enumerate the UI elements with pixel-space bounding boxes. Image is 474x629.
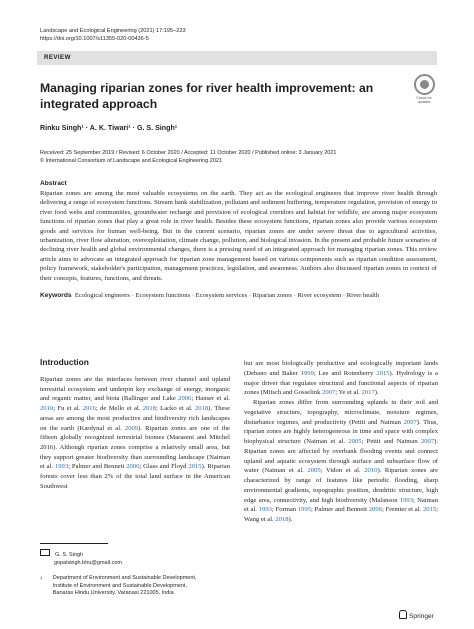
body-text: ; de Mello et al. — [95, 405, 143, 413]
body-text: but are most biologically productive and ecologically important lands (Debano and Baker — [244, 360, 438, 377]
body-text: ). — [288, 516, 293, 523]
body-text: ). Riparian zones are one of the fifteen globally recognized terrestrial biomes (Maraseni and Mitchel 2016). Although riparian zones comprise a relatively small area, but they support greater biodiversity than surrounding landscape (Naiman et al. — [40, 424, 230, 471]
crossmark-badge[interactable] — [409, 74, 439, 105]
doi-link[interactable]: https://doi.org/10.1007/s11355-020-00436-5 — [40, 36, 149, 42]
journal-header — [40, 27, 186, 43]
corresponding-author — [40, 549, 122, 567]
body-text: ; Naiman et al. — [244, 496, 438, 514]
citation-link[interactable]: 2007 — [420, 438, 435, 445]
body-text: ). Riparian forests cover less than 2% of the total land surface in the American Southwest — [40, 463, 230, 490]
body-text: ; Wang et al. — [244, 506, 438, 523]
article-type-bar — [37, 51, 437, 65]
affiliation-line: Department of Environment and Sustainable Development, — [52, 575, 197, 581]
citation-link[interactable]: 2005 — [348, 438, 362, 445]
citation-link[interactable]: 2006 — [178, 395, 192, 403]
citation-link[interactable]: 1995 — [297, 506, 312, 514]
keywords-label: Keywords — [40, 292, 72, 299]
citation-link[interactable]: 2006 — [126, 463, 140, 471]
citation-link[interactable]: 2017 — [361, 389, 375, 397]
affiliation-line: Banaras Hindu University, Varanasi 221005, India — [52, 590, 174, 596]
envelope-icon — [40, 549, 50, 556]
body-text: ; Lee and Rotenberry — [313, 369, 377, 377]
body-text: ; Fremier et al. — [381, 506, 423, 514]
body-text: ; Lacko et al. — [155, 405, 195, 413]
citation-link[interactable]: 2016 — [82, 405, 96, 413]
publisher-name: Springer — [409, 613, 434, 620]
body-text: ; Ye et al. — [335, 389, 362, 397]
intro-left-column — [40, 375, 230, 491]
crossmark-label — [409, 96, 439, 105]
citation-link[interactable]: 2007 — [403, 418, 417, 426]
abstract-text: Riparian zones are among the most valuable ecosystems on the earth. They act as the ecological engineers that improve river health through delivering a range of ecosystem functions. Stream bank stabilization, pollutant and sediment buffering, temperature regulation, provision of energy to river food webs and communities, groundwater recharge and provision of ecological corridors and habitat for wildlife, are among major ecosystem functions of riparian zones that play a great role in river health. Besides these ecosystem functions, riparian zones also provide various ecosystem goods and services for human well-being. But in the current scenario, riparian zones are under severe threat due to agricultural activities, urbanization, river flow alteration, overexploitation, climate change, pollution, and biological invasion. In the present and probable future scenarios of declining river health and global environmental changes, there is a pressing need of an integrated approach for managing riparian zones. This review article aims to advocate an integrated approach for riparian zone management based on various components such as riparian condition assessment, policy framework, stakeholder's participation, management practices, legislation, and awareness. Authors also discussed riparian zones in context of their concepts, features, functions, and threats. — [40, 190, 437, 282]
body-text: ; Forman — [271, 506, 298, 514]
body-text: ). Riparian zones are characterized by range of features like periodic flooding, sharp environmental gradients, topographic position, dendritic structure, high edge area, connectivity, and high biodiversity (Malanson — [244, 467, 438, 504]
citation-link[interactable]: 1993 — [399, 496, 413, 504]
publication-dates — [40, 150, 440, 165]
springer-horse-icon — [399, 610, 407, 619]
citation-link[interactable]: 1993 — [258, 506, 272, 514]
citation-link[interactable]: 2018 — [142, 405, 156, 413]
citation-link[interactable]: 2009 — [124, 424, 139, 432]
affiliation-number: 1 — [40, 575, 43, 580]
article-title: Managing riparian zones for river health improvement: an integrated approach — [40, 81, 374, 111]
affiliation-line: Institute of Environment and Sustainable Development, — [52, 582, 187, 589]
citation-link[interactable]: 2010 — [364, 467, 378, 475]
body-text: ). Riparian zones are affected by overbank flooding events and connect upland and aquatic ecosystem through surface and subsurface flow of water (Naiman et al. — [244, 438, 438, 475]
intro-paragraph-2 — [244, 398, 438, 525]
body-text: ; Palmer and Bennett — [311, 506, 369, 514]
body-text: ; Fu et al. — [53, 405, 83, 413]
abstract-heading: Abstract — [40, 180, 67, 187]
body-text: ). — [374, 389, 379, 397]
body-text: Riparian zones are the interfaces between river channel and upland terrestrial ecosystem and underpin key exchange of energy, inorganic and organic matter, and biota (Ballinger and Lake — [40, 376, 230, 403]
citation-link[interactable]: 1993 — [54, 463, 69, 471]
body-text: ). Thus, riparian zones are highly heterogeneous in time and space with complex biophysical structure (Naiman et al. — [244, 418, 438, 445]
body-text: Riparian zones differ from surrounding uplands in their soil and vegetative structure, topography, microclimate, moisture regimes, disturbance regimes, and productivity (Pettit and Naiman — [244, 399, 438, 426]
citation-link[interactable]: 2005 — [307, 467, 321, 475]
citation-link[interactable]: 2006 — [368, 506, 382, 514]
body-text: ). Hydrology is a major driver that regulates structural and functional aspects of riparian zones (Mitsch and Gosselink — [244, 369, 438, 397]
history-dates: Received: 25 September 2019 / Revised: 6 October 2020 / Accepted: 11 October 2020 / Published online: 3 January 2021 — [40, 150, 337, 156]
intro-right-column — [244, 359, 438, 525]
footnote-rule — [40, 543, 108, 544]
citation-link[interactable]: 2015 — [422, 506, 437, 514]
keywords-list: Ecological engineers · Ecosystem functions · Ecosystem services · Riparian zones · River ecosystem · River health — [74, 292, 380, 299]
intro-paragraph-1-continued — [244, 359, 438, 398]
journal-citation: Landscape and Ecological Engineering (2021) 17:195–223 — [40, 28, 186, 34]
citation-link[interactable]: 2007 — [322, 389, 336, 397]
corresponding-email[interactable]: gopalsingh.bhu@gmail.com — [54, 559, 122, 566]
corresponding-name: G. S. Singh — [55, 552, 84, 558]
introduction-heading: Introduction — [40, 357, 89, 367]
publisher-logo — [399, 610, 434, 620]
crossmark-icon — [414, 74, 435, 95]
citation-link[interactable]: 2018 — [194, 405, 209, 413]
citation-link[interactable]: 2015 — [376, 369, 390, 377]
body-text: ). These areas are among the most productive and biodiversity rich landscapes on the earth (Kardynal et al. — [40, 405, 230, 432]
citation-link[interactable]: 2018 — [275, 516, 289, 523]
keywords-section — [40, 291, 437, 300]
citation-link[interactable]: 2015 — [188, 463, 202, 471]
body-text: ; Hanser et al. — [191, 395, 230, 403]
body-text: ; Glass and Floyd — [139, 463, 189, 471]
article-type-label: REVIEW — [44, 54, 71, 61]
copyright-line: © International Consortium of Landscape and Ecological Engineering 2021 — [40, 157, 223, 164]
body-text: ; Vidon et al. — [320, 467, 365, 475]
body-text: ; Palmer and Bennett — [68, 463, 127, 471]
author-list[interactable]: Rinku Singh¹ · A. K. Tiwari¹ · G. S. Singh¹ — [40, 124, 178, 132]
body-text: ; Pettit and Naiman — [361, 438, 421, 445]
crossmark-label-line2: updates — [417, 100, 431, 105]
citation-link[interactable]: 1999 — [300, 369, 314, 377]
citation-link[interactable]: 2010 — [40, 405, 54, 413]
crossmark-label-line1: Check for — [416, 96, 432, 100]
intro-paragraph-1 — [40, 376, 230, 490]
affiliation-footnote — [40, 575, 196, 598]
